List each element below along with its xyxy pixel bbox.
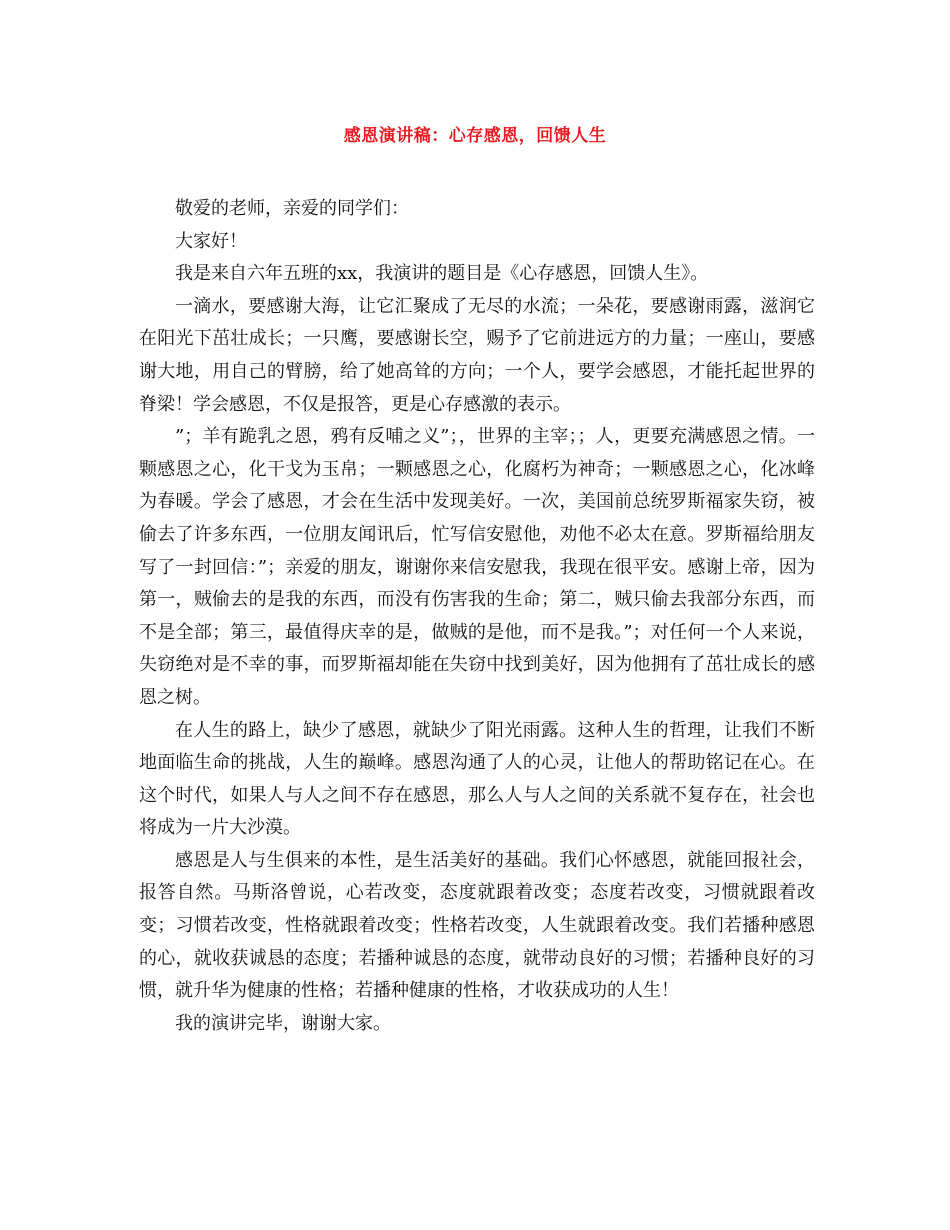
document-title: 感恩演讲稿：心存感恩，回馈人生 (343, 126, 607, 146)
paragraph-gratitude-metaphors: 一滴水，要感谢大海，让它汇聚成了无尽的水流；一朵花，要感谢雨露，滋润它在阳光下茁壮成长；一只鹰，要感谢长空，赐予了它前进远方的力量；一座山，要感谢大地，用自己的臂膀，给了她高耸的方向；一个人，要学会感恩，才能托起世界的脊梁！学会感恩，不仅是报答，更是心存感激的表示。 (139, 295, 815, 415)
paragraph-greeting: 敬爱的老师，亲爱的同学们： (175, 198, 409, 219)
paragraph-life-road: 在人生的路上，缺少了感恩，就缺少了阳光雨露。这种人生的哲理，让我们不断地面临生命的挑战，人生的巅峰。感恩沟通了人的心灵，让他人的帮助铭记在心。在这个时代，如果人与人之间不存在感恩，那么人与人之间的关系就不复存在，社会也将成为一片大沙漠。 (139, 719, 815, 839)
paragraph-hello: 大家好！ (175, 230, 247, 252)
paragraph-closing: 我的演讲完毕，谢谢大家。 (175, 1012, 391, 1034)
paragraph-nature-of-gratitude: 感恩是人与生俱来的本性，是生活美好的基础。我们心怀感恩，就能回报社会，报答自然。马斯洛曾说，心若改变，态度就跟着改变；态度若改变，习惯就跟着改变；习惯若改变，性格就跟着改变；性格若改变，人生就跟着改变。我们若播种感恩的心，就收获诚恳的态度；若播种诚恳的态度，就带动良好的习惯；若播种良好的习惯，就升华为健康的性格；若播种健康的性格，才收获成功的人生！ (139, 849, 815, 1002)
paragraph-intro: 我是来自六年五班的xx，我演讲的题目是《心存感恩，回馈人生》。 (175, 263, 709, 285)
document-body (139, 193, 815, 1040)
paragraph-roosevelt-story: ”；羊有跪乳之恩，鸦有反哺之义”；，世界的主宰；；人，更要充满感恩之情。一颗感恩之心，化干戈为玉帛；一颗感恩之心，化腐朽为神奇；一颗感恩之心，化冰峰为春暖。学会了感恩，才会在生活中发现美好。一次，美国前总统罗斯福家失窃，被偷去了许多东西，一位朋友闻讯后，忙写信安慰他，劝他不必太在意。罗斯福给朋友写了一封回信：”；亲爱的朋友，谢谢你来信安慰我，我现在很平安。感谢上帝，因为第一，贼偷去的是我的东西，而没有伤害我的生命；第二，贼只偷去我部分东西，而不是全部；第三，最值得庆幸的是，做贼的是他，而不是我。”；对任何一个人来说，失窃绝对是不幸的事，而罗斯福却能在失窃中找到美好，因为他拥有了茁壮成长的感恩之树。 (139, 426, 815, 708)
